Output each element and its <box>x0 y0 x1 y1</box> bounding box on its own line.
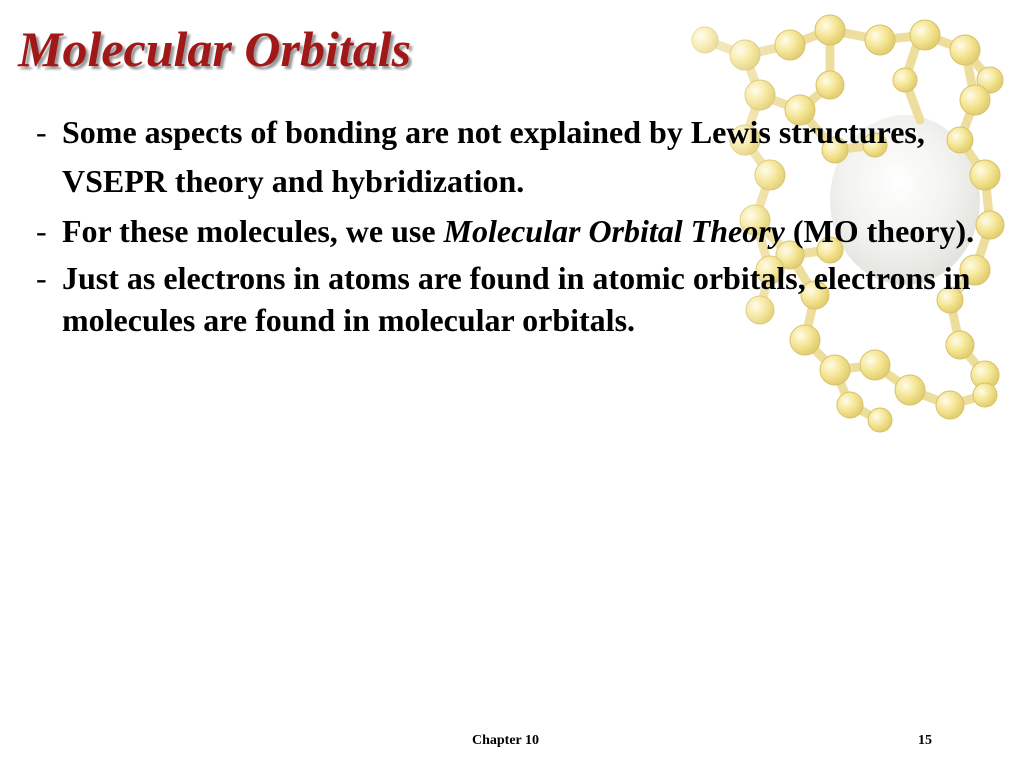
footer-page-number: 15 <box>918 733 932 748</box>
bullet-list <box>36 108 996 341</box>
bullet-dash: - <box>36 260 47 296</box>
bullet-item <box>36 208 996 255</box>
slide-title: Molecular Orbitals <box>18 21 412 77</box>
bullet-item <box>36 257 996 341</box>
bullet-text-before: For these molecules, we use <box>62 213 444 249</box>
footer-chapter: Chapter 10 <box>472 733 540 748</box>
bullet-item <box>36 108 996 206</box>
bullet-text: Just as electrons in atoms are found in atomic orbitals, electrons in molecules are found in molecular orbitals. <box>62 260 971 338</box>
bullet-text: Some aspects of bonding are not explained by Lewis structures, VSEPR theory and hybridization. <box>62 114 925 199</box>
bullet-emphasis-term: Molecular Orbital Theory <box>443 213 785 249</box>
bullet-text-after: (MO theory). <box>784 213 975 249</box>
bullet-dash: - <box>36 114 47 150</box>
bullet-dash: - <box>36 213 47 249</box>
